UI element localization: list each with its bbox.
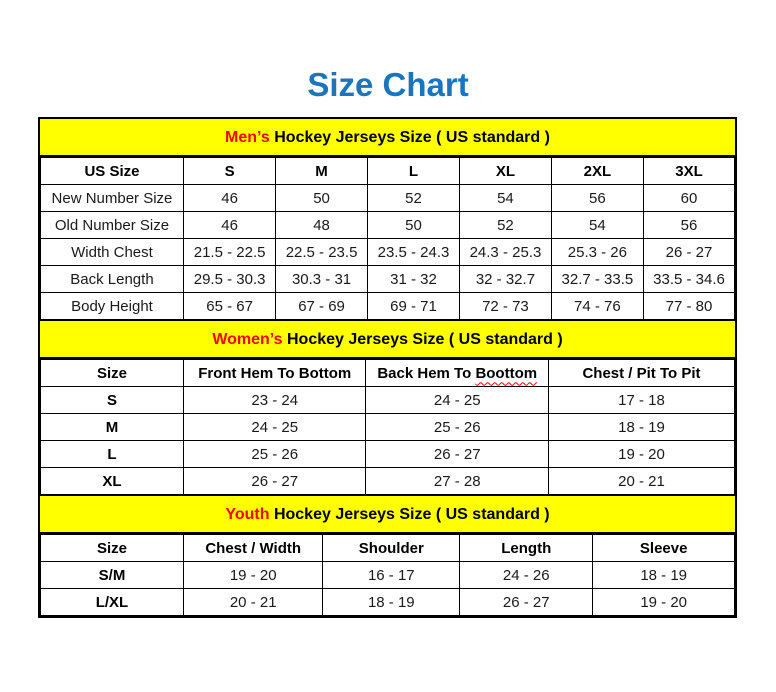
mens-row-label: Old Number Size — [41, 212, 184, 239]
mens-size-value-cell: 65 - 67 — [183, 293, 275, 320]
mens-size-value-cell: 77 - 80 — [644, 293, 735, 320]
womens-band-text: Hockey Jerseys Size ( US standard ) — [287, 331, 563, 348]
mens-column-header: L — [367, 158, 459, 185]
mens-size-value-cell: 54 — [460, 185, 552, 212]
mens-size-value-cell: 46 — [183, 185, 275, 212]
mens-row-label: Back Length — [41, 266, 184, 293]
mens-size-value-cell: 30.3 - 31 — [276, 266, 368, 293]
mens-column-header: 2XL — [551, 158, 643, 185]
mens-size-value-cell: 50 — [367, 212, 459, 239]
mens-data-row — [41, 266, 735, 293]
mens-size-value-cell: 52 — [460, 212, 552, 239]
youth-size-value-cell: 19 - 20 — [593, 589, 735, 616]
mens-size-value-cell: 69 - 71 — [367, 293, 459, 320]
womens-data-row — [41, 441, 735, 468]
mens-size-value-cell: 31 - 32 — [367, 266, 459, 293]
mens-size-value-cell: 74 - 76 — [551, 293, 643, 320]
mens-column-header: 3XL — [644, 158, 735, 185]
youth-data-row — [41, 589, 735, 616]
mens-size-value-cell: 48 — [276, 212, 368, 239]
size-chart-table-group — [38, 117, 737, 618]
mens-size-value-cell: 22.5 - 23.5 — [276, 239, 368, 266]
youth-column-header: Size — [41, 535, 184, 562]
womens-size-value-cell: 19 - 20 — [548, 441, 734, 468]
mens-size-value-cell: 25.3 - 26 — [551, 239, 643, 266]
youth-band-text: Hockey Jerseys Size ( US standard ) — [273, 506, 550, 523]
womens-row-label: S — [41, 387, 184, 414]
youth-size-value-cell: 18 - 19 — [593, 562, 735, 589]
womens-row-label: L — [41, 441, 184, 468]
womens-size-value-cell: 24 - 25 — [366, 387, 549, 414]
mens-size-value-cell: 23.5 - 24.3 — [367, 239, 459, 266]
youth-column-header: Chest / Width — [183, 535, 322, 562]
womens-size-value-cell: 20 - 21 — [548, 468, 734, 495]
youth-size-value-cell: 16 - 17 — [323, 562, 460, 589]
youth-section — [40, 495, 735, 616]
mens-column-header: XL — [460, 158, 552, 185]
womens-size-value-cell: 17 - 18 — [548, 387, 734, 414]
womens-section-band — [40, 320, 735, 359]
youth-data-row — [41, 562, 735, 589]
mens-data-row — [41, 293, 735, 320]
mens-header-row — [41, 158, 735, 185]
mens-column-header: S — [183, 158, 275, 185]
youth-size-value-cell: 24 - 26 — [460, 562, 593, 589]
mens-size-value-cell: 32.7 - 33.5 — [551, 266, 643, 293]
womens-column-header: Chest / Pit To Pit — [548, 360, 734, 387]
womens-column-header: Back Hem To Boottom — [366, 360, 549, 387]
mens-section-band — [40, 119, 735, 157]
womens-size-value-cell: 27 - 28 — [366, 468, 549, 495]
womens-size-value-cell: 26 - 27 — [183, 468, 366, 495]
womens-size-table — [40, 359, 735, 495]
page-title: Size Chart — [307, 66, 469, 103]
misspelled-word-wavy-underline: Boottom — [475, 364, 538, 382]
womens-size-value-cell: 26 - 27 — [366, 441, 549, 468]
youth-size-value-cell: 19 - 20 — [183, 562, 322, 589]
mens-size-value-cell: 72 - 73 — [460, 293, 552, 320]
youth-size-value-cell: 18 - 19 — [323, 589, 460, 616]
mens-size-value-cell: 24.3 - 25.3 — [460, 239, 552, 266]
womens-data-row — [41, 387, 735, 414]
womens-column-header: Size — [41, 360, 184, 387]
womens-data-row — [41, 468, 735, 495]
mens-size-value-cell: 56 — [644, 212, 735, 239]
mens-data-row — [41, 239, 735, 266]
womens-row-label: M — [41, 414, 184, 441]
mens-section — [40, 119, 735, 320]
womens-size-value-cell: 25 - 26 — [366, 414, 549, 441]
youth-row-label: S/M — [41, 562, 184, 589]
mens-size-table — [40, 157, 735, 320]
youth-size-value-cell: 20 - 21 — [183, 589, 322, 616]
mens-data-row — [41, 185, 735, 212]
youth-size-value-cell: 26 - 27 — [460, 589, 593, 616]
womens-size-value-cell: 25 - 26 — [183, 441, 366, 468]
mens-column-header: M — [276, 158, 368, 185]
mens-row-label: Width Chest — [41, 239, 184, 266]
mens-band-text: Hockey Jerseys Size ( US standard ) — [274, 129, 550, 146]
mens-size-value-cell: 32 - 32.7 — [460, 266, 552, 293]
mens-size-value-cell: 29.5 - 30.3 — [183, 266, 275, 293]
mens-band-accent-text: Men’s — [225, 129, 270, 146]
womens-size-value-cell: 18 - 19 — [548, 414, 734, 441]
mens-size-value-cell: 21.5 - 22.5 — [183, 239, 275, 266]
mens-size-value-cell: 50 — [276, 185, 368, 212]
youth-header-row — [41, 535, 735, 562]
youth-band-accent-text: Youth — [225, 506, 270, 523]
womens-size-value-cell: 23 - 24 — [183, 387, 366, 414]
mens-size-value-cell: 67 - 69 — [276, 293, 368, 320]
mens-row-label: Body Height — [41, 293, 184, 320]
mens-size-value-cell: 33.5 - 34.6 — [644, 266, 735, 293]
youth-column-header: Length — [460, 535, 593, 562]
mens-data-row — [41, 212, 735, 239]
mens-column-header: US Size — [41, 158, 184, 185]
mens-size-value-cell: 60 — [644, 185, 735, 212]
youth-column-header: Shoulder — [323, 535, 460, 562]
youth-row-label: L/XL — [41, 589, 184, 616]
mens-row-label: New Number Size — [41, 185, 184, 212]
youth-column-header: Sleeve — [593, 535, 735, 562]
mens-size-value-cell: 52 — [367, 185, 459, 212]
womens-data-row — [41, 414, 735, 441]
mens-size-value-cell: 54 — [551, 212, 643, 239]
mens-size-value-cell: 56 — [551, 185, 643, 212]
womens-band-accent-text: Women’s — [212, 331, 283, 348]
womens-row-label: XL — [41, 468, 184, 495]
youth-section-band — [40, 495, 735, 534]
youth-size-table — [40, 534, 735, 616]
womens-column-header: Front Hem To Bottom — [183, 360, 366, 387]
mens-size-value-cell: 26 - 27 — [644, 239, 735, 266]
mens-size-value-cell: 46 — [183, 212, 275, 239]
womens-size-value-cell: 24 - 25 — [183, 414, 366, 441]
womens-header-row — [41, 360, 735, 387]
womens-section — [40, 320, 735, 495]
